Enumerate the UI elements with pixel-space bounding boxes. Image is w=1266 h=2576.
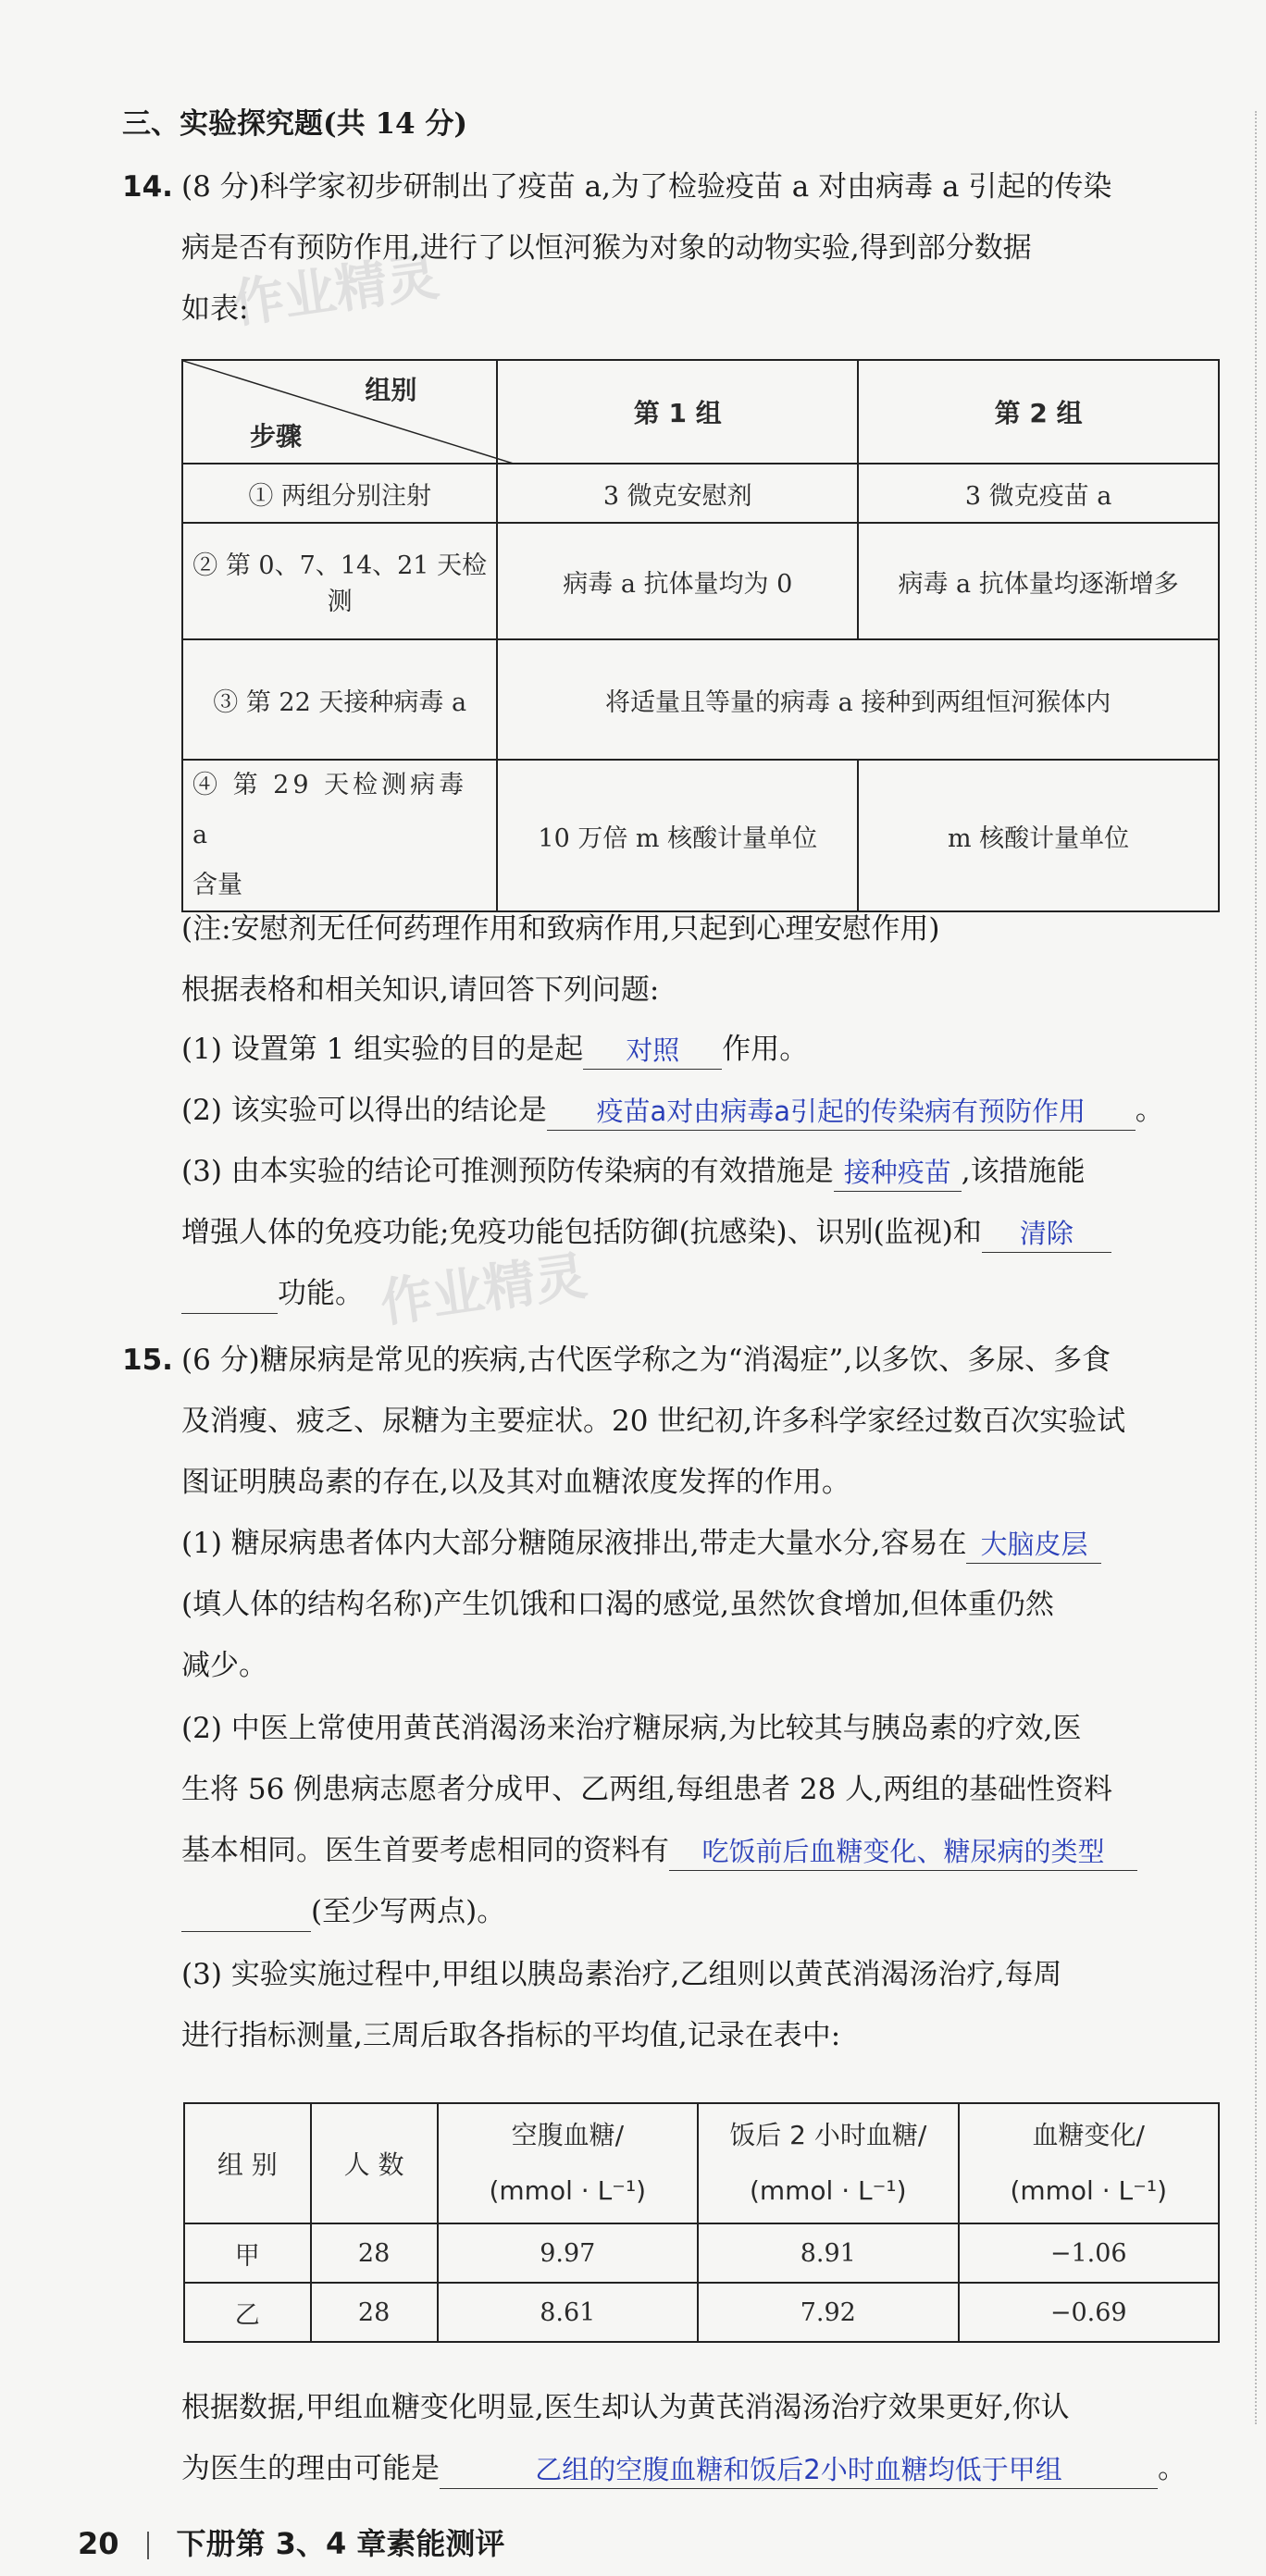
cell-change: −1.06 — [959, 2223, 1220, 2283]
q14-intro-line-2: 病是否有预防作用,进行了以恒河猴为对象的动物实验,得到部分数据 — [181, 231, 1032, 265]
q14-part-1-suffix: 作用。 — [722, 1033, 809, 1066]
q15-part-2-line-1: (2) 中医上常使用黄芪消渴汤来治疗糖尿病,为比较其与胰岛素的疗效,医 — [181, 1712, 1082, 1745]
table-corner-cell — [182, 360, 497, 464]
table-row — [182, 760, 1219, 911]
header-group: 组 别 — [184, 2103, 311, 2223]
diagonal-line — [183, 361, 516, 464]
answer-blank[interactable]: 疫苗a对由病毒a引起的传染病有预防作用 — [547, 1093, 1136, 1131]
q14-part-1 — [181, 1029, 1218, 1070]
question-number-15: 15. — [122, 1344, 173, 1377]
q15-part-4-line-1: 根据数据,甲组血糖变化明显,医生却认为黄芪消渴汤治疗效果更好,你认 — [181, 2391, 1070, 2424]
q14-part-2-suffix: 。 — [1135, 1094, 1164, 1127]
header-unit: (mmol · L⁻¹) — [749, 2175, 907, 2206]
blank-line — [181, 1898, 311, 1932]
group2-cell: 3 微克疫苗 a — [858, 464, 1219, 523]
table-row — [182, 523, 1219, 639]
q14-part-3-line-2 — [181, 1212, 1218, 1253]
q15-part-1-text: (1) 糖尿病患者体内大部分糖随尿液排出,带走大量水分,容易在 — [181, 1527, 967, 1560]
q15-part-4-suffix: 。 — [1158, 2452, 1186, 2485]
q14-part-3-text: (3) 由本实验的结论可推测预防传染病的有效措施是 — [181, 1155, 834, 1188]
q15-part-3-line-2: 进行指标测量,三周后取各指标的平均值,记录在表中: — [181, 2019, 841, 2052]
header-unit: (mmol · L⁻¹) — [1010, 2175, 1168, 2206]
cell-postmeal: 8.91 — [698, 2223, 958, 2283]
question-number-14: 14. — [122, 170, 173, 204]
header-postmeal-label: 饭后 2 小时血糖/ — [729, 2120, 927, 2150]
step-cell: ③ 第 22 天接种病毒 a — [182, 639, 497, 760]
step-cell: ① 两组分别注射 — [182, 464, 497, 523]
cell-fasting: 8.61 — [438, 2283, 698, 2342]
q15-part-2-line-3-text: 基本相同。医生首要考虑相同的资料有 — [181, 1834, 669, 1867]
footer-title: 下册第 3、4 章素能测评 — [176, 2526, 505, 2561]
group2-cell: m 核酸计量单位 — [858, 760, 1219, 911]
q15-part-1-line-3: 减少。 — [181, 1649, 267, 1682]
q14-prompt: 根据表格和相关知识,请回答下列问题: — [181, 973, 660, 1007]
q14-part-3-line-2-text: 增强人体的免疫功能;免疫功能包括防御(抗感染)、识别(监视)和 — [181, 1216, 982, 1249]
q14-intro-line-3: 如表: — [181, 292, 249, 326]
footer-divider — [147, 2532, 149, 2559]
q15-part-2-line-4-text: (至少写两点)。 — [311, 1895, 506, 1928]
q15-intro-line-3: 图证明胰岛素的存在,以及其对血糖浓度发挥的作用。 — [181, 1466, 850, 1499]
merged-cell: 将适量且等量的病毒 a 接种到两组恒河猴体内 — [497, 639, 1219, 760]
table-row — [184, 2283, 1219, 2342]
blood-sugar-table — [183, 2102, 1220, 2343]
q14-part-3-line-3-text: 功能。 — [278, 1277, 364, 1310]
answer-blank[interactable]: 乙组的空腹血糖和饭后2小时血糖均低于甲组 — [440, 2451, 1158, 2489]
q15-part-2-line-2: 生将 56 例患病志愿者分成甲、乙两组,每组患者 28 人,两组的基础性资料 — [181, 1773, 1113, 1806]
q15-part-4-line-2-text: 为医生的理由可能是 — [181, 2452, 440, 2485]
q14-part-3-line-3 — [181, 1273, 1218, 1314]
header-unit: (mmol · L⁻¹) — [489, 2175, 647, 2206]
column-header-group2: 第 2 组 — [858, 360, 1219, 464]
q14-part-3-suffix: ,该措施能 — [961, 1155, 1086, 1188]
page-footer — [78, 2520, 504, 2563]
q15-part-1 — [181, 1523, 1218, 1564]
header-change-label: 血糖变化/ — [1032, 2120, 1145, 2150]
q15-intro-line-2: 及消瘦、疲乏、尿糖为主要症状。20 世纪初,许多科学家经过数百次实验试 — [181, 1405, 1126, 1438]
watermark: 作业精灵 — [229, 246, 443, 336]
column-header-group1: 第 1 组 — [497, 360, 858, 464]
group1-cell: 病毒 a 抗体量均为 0 — [497, 523, 858, 639]
cell-change: −0.69 — [959, 2283, 1220, 2342]
step-line-1: ④ 第 29 天检测病毒 a — [192, 771, 468, 849]
cell-group: 乙 — [184, 2283, 311, 2342]
blank-line — [181, 1280, 278, 1314]
group1-cell: 3 微克安慰剂 — [497, 464, 858, 523]
step-cell: ② 第 0、7、14、21 天检测 — [182, 523, 497, 639]
corner-label-step: 步骤 — [250, 421, 303, 452]
q14-part-2 — [181, 1090, 1218, 1131]
q14-note: (注:安慰剂无任何药理作用和致病作用,只起到心理安慰作用) — [181, 912, 940, 946]
watermark: 作业精灵 — [377, 1245, 591, 1335]
header-fasting-label: 空腹血糖/ — [511, 2120, 625, 2150]
table-row — [184, 2223, 1219, 2283]
header-count: 人 数 — [311, 2103, 438, 2223]
q14-part-3 — [181, 1151, 1218, 1192]
q15-part-4-line-2 — [181, 2448, 1218, 2489]
cell-group: 甲 — [184, 2223, 311, 2283]
q14-part-1-text: (1) 设置第 1 组实验的目的是起 — [181, 1033, 584, 1066]
step-cell — [182, 760, 497, 911]
answer-blank[interactable]: 接种疫苗 — [834, 1154, 962, 1192]
group1-cell: 10 万倍 m 核酸计量单位 — [497, 760, 858, 911]
step-line-2: 含量 — [192, 871, 242, 899]
q14-intro-line-1: (8 分)科学家初步研制出了疫苗 a,为了检验疫苗 a 对由病毒 a 引起的传染 — [181, 170, 1112, 204]
vaccine-experiment-table — [181, 359, 1220, 912]
cell-count: 28 — [311, 2223, 438, 2283]
page-number: 20 — [78, 2526, 119, 2561]
answer-blank[interactable]: 大脑皮层 — [966, 1526, 1101, 1564]
corner-label-group: 组别 — [365, 375, 417, 405]
answer-blank[interactable]: 清除 — [982, 1215, 1111, 1253]
q15-part-2-line-3 — [181, 1830, 1218, 1871]
answer-blank[interactable]: 吃饭前后血糖变化、糖尿病的类型 — [669, 1833, 1137, 1871]
cell-count: 28 — [311, 2283, 438, 2342]
q15-intro-line-1: (6 分)糖尿病是常见的疾病,古代医学称之为“消渴症”,以多饮、多尿、多食 — [181, 1344, 1111, 1377]
header-fasting-glucose — [438, 2103, 698, 2223]
answer-blank[interactable]: 对照 — [583, 1032, 722, 1070]
group2-cell: 病毒 a 抗体量均逐渐增多 — [858, 523, 1219, 639]
q15-part-3-line-1: (3) 实验实施过程中,甲组以胰岛素治疗,乙组则以黄芪消渴汤治疗,每周 — [181, 1958, 1062, 1991]
q15-part-2-line-4 — [181, 1891, 1218, 1932]
table-row — [182, 639, 1219, 760]
section-title: 三、实验探究题(共 14 分) — [122, 107, 468, 141]
page-edge-border — [1251, 111, 1257, 2424]
header-postmeal-glucose — [698, 2103, 958, 2223]
header-glucose-change — [959, 2103, 1220, 2223]
cell-postmeal: 7.92 — [698, 2283, 958, 2342]
q15-part-1-line-2: (填人体的结构名称)产生饥饿和口渴的感觉,虽然饮食增加,但体重仍然 — [181, 1588, 1054, 1621]
table-row — [182, 464, 1219, 523]
q14-part-2-text: (2) 该实验可以得出的结论是 — [181, 1094, 547, 1127]
cell-fasting: 9.97 — [438, 2223, 698, 2283]
